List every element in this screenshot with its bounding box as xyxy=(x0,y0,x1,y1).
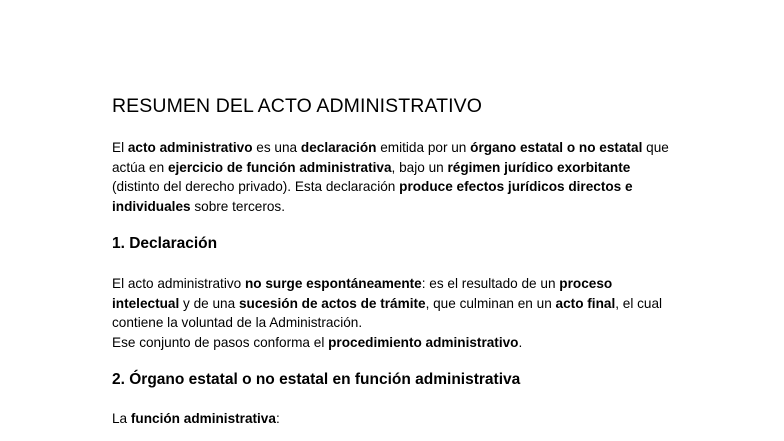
text-run: . xyxy=(518,334,523,350)
text-run: El xyxy=(112,140,128,155)
document-page xyxy=(112,94,672,429)
bold-text-run: declaración xyxy=(300,140,377,155)
bold-text-run: procedimiento administrativo xyxy=(328,334,519,350)
bold-text-run: no surge espontáneamente xyxy=(244,276,422,291)
section-2-paragraph xyxy=(112,409,672,429)
text-run: , bajo un xyxy=(391,159,448,175)
text-run: : xyxy=(275,411,280,426)
bold-text-run: produce efectos jurídicos directos e individuales xyxy=(112,179,633,214)
bold-text-run: órgano estatal o no estatal xyxy=(470,140,643,155)
intro-paragraph xyxy=(112,138,672,216)
bold-text-run: función administrativa xyxy=(130,411,276,426)
text-run: , el cual contiene la voluntad de la Administración. xyxy=(112,295,663,330)
section-1-paragraph-2 xyxy=(112,333,672,353)
text-run: : es el resultado de un xyxy=(421,276,560,291)
text-run: El acto administrativo xyxy=(112,276,245,291)
bold-text-run: acto administrativo xyxy=(127,140,253,155)
text-run: que actúa en xyxy=(112,140,669,175)
text-run: sobre terceros. xyxy=(190,198,286,214)
text-run: es una xyxy=(252,140,301,155)
section-1-heading: 1. Declaración xyxy=(112,235,218,252)
text-run: Ese conjunto de pasos conforma el xyxy=(112,334,329,350)
text-run: , que culminan en un xyxy=(425,295,556,311)
bold-text-run: acto final xyxy=(555,295,616,311)
text-run: y de una xyxy=(179,295,239,311)
section-1-paragraph-1 xyxy=(112,274,672,333)
section-2-heading: 2. Órgano estatal o no estatal en función administrativa xyxy=(112,371,521,388)
bold-text-run: ejercicio de función administrativa xyxy=(167,159,392,175)
text-run: La xyxy=(112,411,131,426)
text-run: emitida por un xyxy=(376,140,471,155)
bold-text-run: sucesión de actos de trámite xyxy=(238,295,426,311)
bold-text-run: proceso intelectual xyxy=(112,276,613,311)
bold-text-run: régimen jurídico exorbitante xyxy=(447,159,631,175)
text-run: (distinto del derecho privado). Esta declaración xyxy=(112,179,400,194)
document-title: RESUMEN DEL ACTO ADMINISTRATIVO xyxy=(112,95,483,117)
